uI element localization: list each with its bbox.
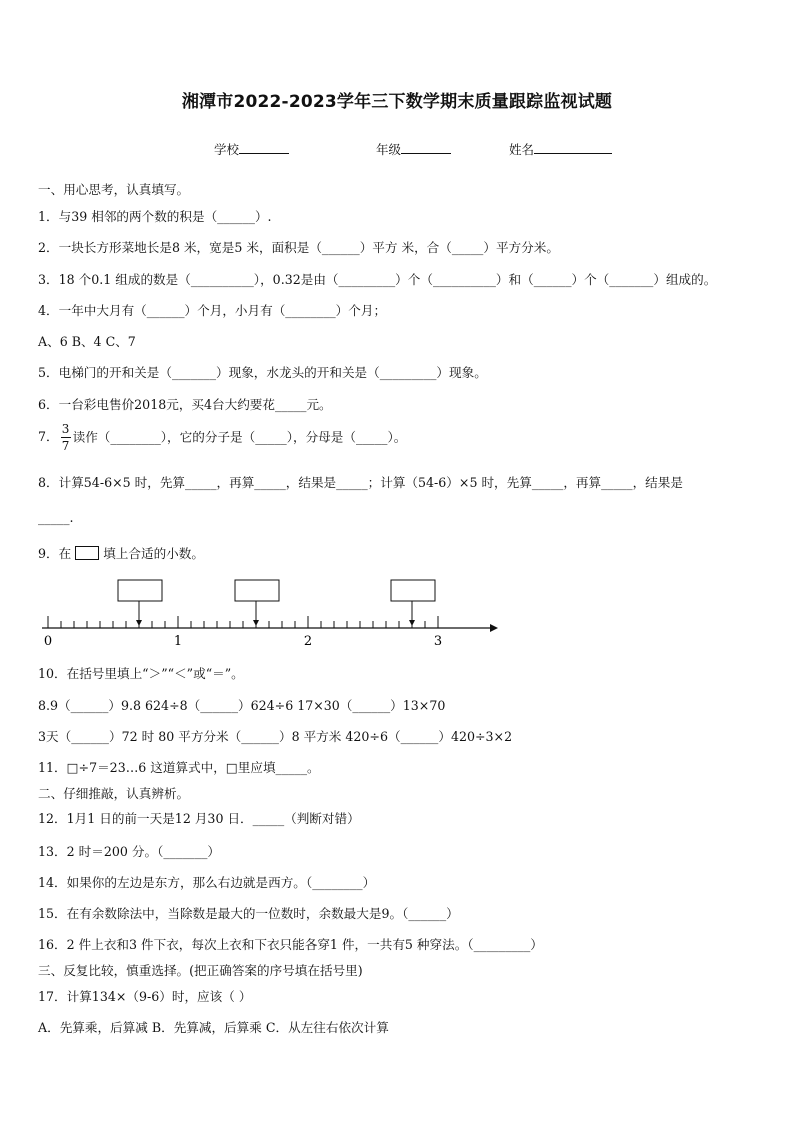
answer-box [118, 580, 162, 601]
school-label: 学校 [214, 142, 240, 157]
tick-label: 0 [43, 634, 53, 649]
question-10-row-1: 8.9（______）9.8 624÷8（______）624÷6 17×30（______）13×70 [38, 698, 446, 713]
grade-label: 年级 [376, 142, 402, 157]
number-line-arrow-icon [490, 624, 498, 632]
fraction-numerator: 3 [61, 422, 70, 436]
section-3-heading: 三、反复比较，慎重选择。(把正确答案的序号填在括号里) [38, 963, 363, 978]
question-1: 1．与39 相邻的两个数的积是（______）. [38, 209, 272, 224]
question-13: 13．2 时＝200 分。（_______） [38, 844, 221, 859]
question-16: 16．2 件上衣和3 件下衣，每次上衣和下衣只能各穿1 件，一共有5 种穿法。（_________） [38, 937, 543, 952]
name-blank[interactable] [534, 141, 612, 154]
question-10: 10．在括号里填上“＞”“＜”或“＝”。 [38, 666, 244, 681]
name-field [509, 140, 612, 158]
question-7-prefix: 7． [38, 429, 59, 444]
answer-marker [235, 580, 279, 626]
question-10-row-2: 3天（______）72 时 80 平方分米（______）8 平方米 420÷6（______）420÷3×2 [38, 729, 513, 744]
question-17: 17．计算134×（9-6）时，应该（ ） [38, 989, 252, 1004]
number-line [38, 574, 508, 652]
question-6: 6．一台彩电售价2018元，买4台大约要花_____元。 [38, 397, 332, 412]
answer-marker [391, 580, 435, 626]
question-5: 5．电梯门的开和关是（_______）现象，水龙头的开和关是（_________）现象。 [38, 365, 487, 380]
grade-blank[interactable] [401, 141, 451, 154]
question-8: 8．计算54-6×5 时，先算_____，再算_____，结果是_____；计算（54-6）×5 时，先算_____，再算_____，结果是 [38, 475, 683, 490]
name-label: 姓名 [509, 142, 535, 157]
tick-label: 2 [303, 634, 313, 649]
question-7 [38, 422, 406, 453]
tick-label: 1 [173, 634, 183, 649]
fraction-denominator: 7 [61, 439, 70, 453]
question-4: 4．一年中大月有（______）个月，小月有（________）个月； [38, 303, 387, 318]
school-field [214, 140, 289, 158]
question-12: 12．1月1 日的前一天是12 月30 日．_____（判断对错） [38, 811, 360, 826]
page-title: 湘潭市2022-2023学年三下数学期末质量跟踪监视试题 [181, 92, 613, 112]
question-7-text: 读作（________），它的分子是（_____），分母是（_____）。 [72, 429, 407, 445]
grade-field [376, 140, 451, 158]
question-17-options: A．先算乘，后算减 B．先算减，后算乘 C．从左往右依次计算 [38, 1020, 389, 1035]
answer-box [391, 580, 435, 601]
question-3: 3．18 个0.1 组成的数是（__________），0.32是由（_________）个（__________）和（______）个（_______）组成的。 [38, 272, 717, 287]
answer-box [235, 580, 279, 601]
section-1-heading: 一、用心思考，认真填写。 [38, 182, 190, 197]
answer-marker [118, 580, 162, 626]
question-14: 14．如果你的左边是东方，那么右边就是西方。（________） [38, 875, 376, 890]
question-9 [38, 546, 204, 562]
number-line-labels [44, 634, 442, 649]
number-line-ticks [48, 616, 438, 628]
fraction-bar [61, 437, 71, 438]
tick-label: 3 [433, 634, 443, 649]
number-line-markers [118, 580, 435, 626]
question-2: 2．一块长方形菜地长是8 米，宽是5 米，面积是（______）平方 米，合（_____）平方分米。 [38, 240, 559, 255]
answer-box-icon [75, 546, 99, 560]
question-11: 11．□÷7＝23…6 这道算式中，□里应填_____。 [38, 760, 320, 775]
fraction [61, 422, 71, 453]
question-15: 15．在有余数除法中，当除数是最大的一位数时，余数最大是9。（______） [38, 906, 459, 921]
school-blank[interactable] [239, 141, 289, 154]
question-8-continued: _____. [38, 510, 74, 525]
question-9-prefix: 9．在 [38, 546, 72, 561]
marker-arrow-icon [253, 620, 259, 626]
section-2-heading: 二、仔细推敲，认真辨析。 [38, 786, 190, 801]
question-4-options: A、6 B、4 C、7 [38, 334, 136, 349]
marker-arrow-icon [409, 620, 415, 626]
question-9-text: 填上合适的小数。 [103, 546, 204, 561]
marker-arrow-icon [136, 620, 142, 626]
